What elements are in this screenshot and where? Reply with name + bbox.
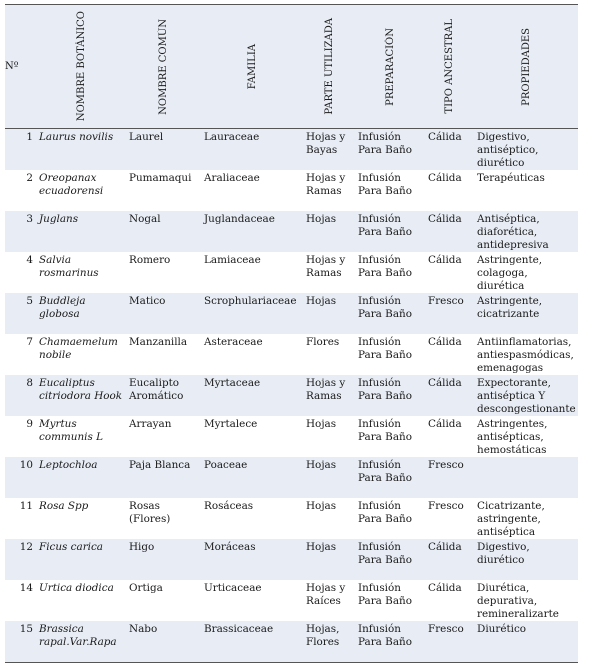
header-row [5, 5, 578, 129]
cell-num: 7 [26, 336, 33, 348]
table-row [5, 539, 578, 580]
cell-preparation: Infusión Para Baño [358, 623, 412, 648]
header-ancestral-label: TIPO ANCESTRAL [444, 19, 455, 114]
cell-family: Lamiaceae [204, 254, 261, 266]
cell-common-name: Pumamaqui [129, 172, 192, 184]
cell-ancestral-type: Fresco [428, 500, 464, 512]
cell-preparation: Infusión Para Baño [358, 459, 412, 484]
header-common-label: NOMBRE COMÚN [158, 18, 169, 115]
table-row [5, 293, 578, 334]
cell-properties [474, 457, 578, 498]
cell-ancestral-type: Cálida [428, 213, 462, 225]
table-row [5, 580, 578, 621]
cell-part-used: Hojas [306, 500, 337, 512]
header-botanical [36, 5, 126, 129]
cell-part-used: Hojas y Ramas [306, 254, 346, 279]
header-preparation-label: PREPARACIÓN [384, 27, 396, 106]
cell-properties: Digestivo, antiséptico, diurético [477, 131, 539, 169]
cell-properties: Astringente, cicatrizante [477, 295, 543, 320]
cell-ancestral-type: Fresco [428, 623, 464, 635]
cell-common-name: Eucalipto Aromático [129, 377, 184, 402]
header-common [126, 5, 201, 129]
cell-num: 11 [19, 500, 33, 512]
cell-common-name: Arrayan [129, 418, 172, 430]
cell-botanical-name: Rosa Spp [39, 500, 89, 512]
table-header [5, 5, 578, 129]
cell-num: 2 [26, 172, 33, 184]
header-properties-label: PROPIEDADES [520, 27, 532, 106]
table-row [5, 621, 578, 662]
cell-common-name: Romero [129, 254, 171, 266]
cell-botanical-name: Buddleja globosa [39, 295, 86, 320]
cell-common-name: Rosas (Flores) [129, 500, 171, 525]
table-row [5, 416, 578, 457]
cell-botanical-name: Ficus carica [39, 541, 103, 553]
cell-ancestral-type: Cálida [428, 131, 462, 143]
cell-common-name: Manzanilla [129, 336, 188, 348]
table-row [5, 211, 578, 252]
cell-preparation: Infusión Para Baño [358, 500, 412, 525]
cell-part-used: Hojas, Flores [306, 623, 340, 648]
cell-common-name: Higo [129, 541, 155, 553]
cell-family: Urticaceae [204, 582, 262, 594]
cell-part-used: Hojas [306, 541, 337, 553]
cell-botanical-name: Laurus novilis [39, 131, 114, 143]
table-row [5, 129, 578, 171]
cell-num: 3 [26, 213, 33, 225]
cell-num: 5 [26, 295, 33, 307]
cell-part-used: Hojas y Raíces [306, 582, 346, 607]
table-body [5, 129, 578, 663]
cell-properties: Astringente, colagoga, diurética [477, 254, 543, 292]
header-botanical-label: NOMBRE BOTÁNICO [75, 11, 87, 122]
cell-properties: Cicatrizante, astringente, antiséptica [477, 500, 545, 538]
table-row [5, 375, 578, 416]
cell-ancestral-type: Fresco [428, 459, 464, 471]
cell-part-used: Hojas y Bayas [306, 131, 346, 156]
header-ancestral [425, 5, 474, 129]
cell-family: Brassicaceae [204, 623, 274, 635]
header-properties [474, 5, 578, 129]
cell-num: 9 [26, 418, 33, 430]
cell-ancestral-type: Cálida [428, 418, 462, 430]
cell-botanical-name: Urtica diodica [39, 582, 114, 594]
cell-botanical-name: Salvia rosmarinus [39, 254, 99, 279]
plants-table [5, 4, 578, 663]
table-row [5, 170, 578, 211]
cell-num: 4 [26, 254, 33, 266]
cell-common-name: Paja Blanca [129, 459, 191, 471]
cell-family: Moráceas [204, 541, 256, 553]
cell-part-used: Hojas [306, 459, 337, 471]
header-num: Nº [5, 61, 19, 72]
cell-preparation: Infusión Para Baño [358, 254, 412, 279]
cell-family: Rosáceas [204, 500, 254, 512]
table-row [5, 252, 578, 293]
cell-common-name: Matico [129, 295, 166, 307]
header-family [201, 5, 303, 129]
cell-num: 10 [19, 459, 33, 471]
cell-family: Myrtalece [204, 418, 258, 430]
cell-part-used: Flores [306, 336, 340, 348]
cell-part-used: Hojas y Ramas [306, 377, 346, 402]
cell-part-used: Hojas [306, 418, 337, 430]
table-row [5, 334, 578, 375]
cell-family: Asteraceae [204, 336, 263, 348]
cell-part-used: Hojas y Ramas [306, 172, 346, 197]
cell-botanical-name: Chamaemelum nobile [39, 336, 118, 361]
cell-num: 14 [19, 582, 33, 594]
cell-properties: Antiinflamatorias, antiespasmódicas, emenagogas [477, 336, 574, 374]
cell-part-used: Hojas [306, 295, 337, 307]
cell-num: 15 [19, 623, 33, 635]
cell-preparation: Infusión Para Baño [358, 213, 412, 238]
cell-botanical-name: Oreopanax ecuadorensi [39, 172, 104, 197]
cell-family: Myrtaceae [204, 377, 261, 389]
cell-ancestral-type: Cálida [428, 254, 462, 266]
cell-num: 12 [19, 541, 33, 553]
cell-properties: Expectorante, antiséptica Y descongestionante [477, 377, 576, 415]
header-family-label: FAMILIA [246, 43, 258, 90]
cell-properties: Antiséptica, diaforética, antidepresiva [477, 213, 549, 251]
cell-botanical-name: Juglans [39, 213, 79, 225]
cell-preparation: Infusión Para Baño [358, 295, 412, 320]
cell-preparation: Infusión Para Baño [358, 336, 412, 361]
header-preparation [355, 5, 425, 129]
cell-ancestral-type: Cálida [428, 541, 462, 553]
cell-properties: Digestivo, diurético [477, 541, 530, 566]
cell-ancestral-type: Cálida [428, 336, 462, 348]
cell-properties: Diurético [477, 623, 527, 635]
cell-common-name: Nabo [129, 623, 158, 635]
cell-properties: Terapéuticas [477, 172, 545, 184]
cell-common-name: Nogal [129, 213, 161, 225]
cell-preparation: Infusión Para Baño [358, 418, 412, 443]
cell-common-name: Laurel [129, 131, 164, 143]
cell-ancestral-type: Cálida [428, 172, 462, 184]
cell-preparation: Infusión Para Baño [358, 582, 412, 607]
table-row [5, 457, 578, 498]
cell-preparation: Infusión Para Baño [358, 541, 412, 566]
header-part [303, 5, 355, 129]
cell-ancestral-type: Cálida [428, 582, 462, 594]
cell-preparation: Infusión Para Baño [358, 131, 412, 156]
cell-family: Scrophulariaceae [204, 295, 297, 307]
cell-properties: Astringentes, antisépticas, hemostáticas [477, 418, 548, 456]
cell-preparation: Infusión Para Baño [358, 172, 412, 197]
cell-botanical-name: Eucaliptus citriodora Hook [39, 377, 123, 402]
cell-botanical-name: Leptochloa [39, 459, 98, 471]
cell-family: Juglandaceae [204, 213, 275, 225]
cell-ancestral-type: Cálida [428, 377, 462, 389]
cell-preparation: Infusión Para Baño [358, 377, 412, 402]
cell-num: 8 [26, 377, 33, 389]
cell-family: Poaceae [204, 459, 248, 471]
table-row [5, 498, 578, 539]
cell-family: Lauraceae [204, 131, 260, 143]
cell-botanical-name: Myrtus communis L [39, 418, 104, 443]
cell-part-used: Hojas [306, 213, 337, 225]
cell-ancestral-type: Fresco [428, 295, 464, 307]
cell-botanical-name: Brassica rapal.Var.Rapa [39, 623, 117, 648]
header-part-label: PARTE UTILIZADA [323, 18, 335, 115]
cell-num: 1 [26, 131, 33, 143]
cell-common-name: Ortiga [129, 582, 163, 594]
cell-properties: Diurética, depurativa, remineralizarte [477, 582, 559, 620]
cell-family: Araliaceae [204, 172, 260, 184]
